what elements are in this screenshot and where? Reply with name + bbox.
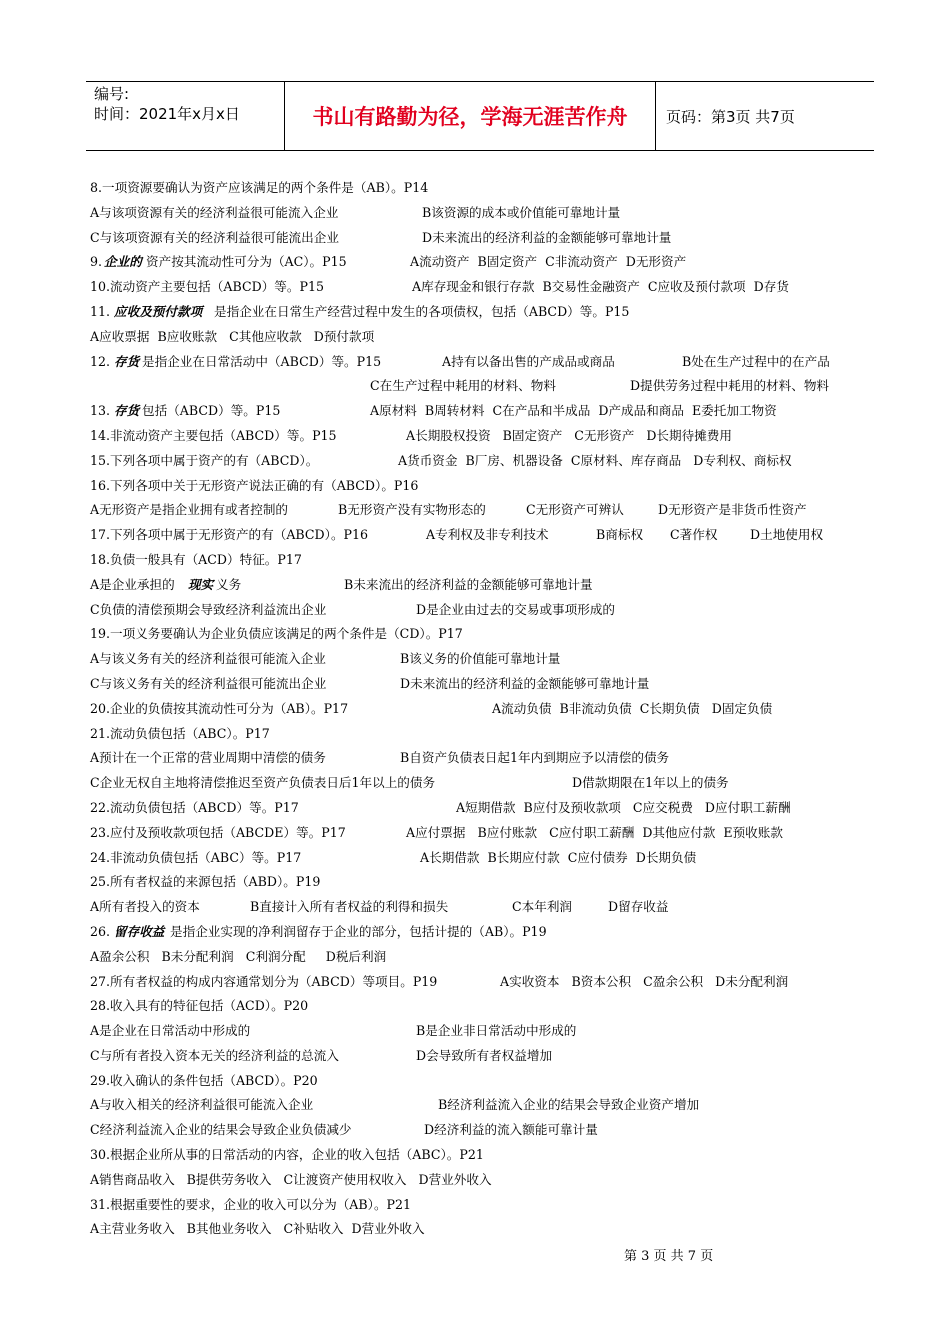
text-line [90, 201, 880, 226]
text-line [90, 970, 880, 995]
text-line [90, 350, 880, 375]
text-line [90, 622, 880, 647]
text-segment: A是企业在日常活动中形成的 [90, 1023, 251, 1039]
header-page-label: 页码：第3页 共7页 [666, 107, 795, 126]
text-line [90, 746, 880, 771]
motto: 书山有路勤为径，学海无涯苦作舟 [284, 82, 656, 150]
text-segment: A与该项资源有关的经济利益很可能流入企业 [90, 204, 339, 220]
text-line [90, 1217, 880, 1242]
text-segment: C在生产过程中耗用的材料、物料 [370, 378, 556, 394]
text-line [90, 945, 880, 970]
text-segment: 30.根据企业所从事的日常活动的内容，企业的收入包括（ABC）。P21 [90, 1147, 484, 1163]
text-segment: D经济利益的流入额能可靠计量 [424, 1122, 598, 1138]
text-segment: C企业无权自主地将清偿推迟至资产负债表日后1年以上的债务 [90, 775, 436, 791]
text-line [90, 1044, 880, 1069]
text-segment: 20.企业的负债按其流动性可分为（AB）。P17 [90, 700, 349, 716]
text-segment: A与该义务有关的经济利益很可能流入企业 [90, 651, 326, 667]
text-segment: 是指企业在日常生产经营过程中发生的各项债权，包括（ABCD）等。P15 [214, 303, 630, 319]
text-segment: 10.流动资产主要包括（ABCD）等。P15 [90, 279, 324, 295]
text-segment: A应付票据 B应付账款 C应付职工薪酬 D其他应付款 E预收账款 [406, 824, 783, 840]
text-segment: A持有以备出售的产成品或商品 [442, 353, 615, 369]
text-segment: 15.下列各项中属于资产的有（ABCD）。 [90, 452, 319, 468]
text-segment: 16.下列各项中关于无形资产说法正确的有（ABCD）。P16 [90, 477, 419, 493]
text-segment: B该义务的价值能可靠地计量 [400, 651, 561, 667]
text-segment: C本年利润 [512, 899, 573, 915]
text-segment: D无形资产是非货币性资产 [658, 502, 807, 518]
serial-label: 编号: [94, 85, 130, 103]
emphasized-term: 应收及预付款项 [114, 303, 203, 319]
text-segment: 26. [90, 923, 111, 939]
text-line [90, 796, 880, 821]
text-line [90, 920, 880, 945]
text-line [90, 176, 880, 201]
text-segment: A流动负债 B非流动负债 C长期负债 D固定负债 [492, 700, 773, 716]
text-segment: 18.负债一般具有（ACD）特征。P17 [90, 551, 302, 567]
text-segment: B经济利益流入企业的结果会导致企业资产增加 [438, 1097, 700, 1113]
text-segment: D留存收益 [608, 899, 669, 915]
text-segment: C与所有者投入资本无关的经济利益的总流入 [90, 1047, 339, 1063]
text-segment: 是指企业在日常活动中（ABCD）等。P15 [142, 353, 382, 369]
text-line [90, 672, 880, 697]
text-line [90, 846, 880, 871]
text-segment: A预计在一个正常的营业周期中清偿的债务 [90, 750, 326, 766]
text-segment: C与该义务有关的经济利益很可能流出企业 [90, 675, 327, 691]
text-segment: 28.收入具有的特征包括（ACD）。P20 [90, 998, 309, 1014]
text-line [90, 325, 880, 350]
text-line [90, 374, 880, 399]
time-label: 时间：2021年x月x日 [94, 105, 240, 123]
text-line [90, 275, 880, 300]
text-segment: D土地使用权 [750, 527, 824, 543]
text-segment: 11. [90, 303, 111, 319]
text-segment: D借款期限在1年以上的债务 [572, 775, 729, 791]
text-segment: 资产按其流动性可分为（AC）。P15 [146, 254, 347, 270]
text-segment: 义务 [216, 576, 242, 592]
emphasized-term: 存货 [114, 403, 140, 419]
text-line [90, 1069, 880, 1094]
text-segment: A无形资产是指企业拥有或者控制的 [90, 502, 289, 518]
text-segment: A短期借款 B应付及预收款项 C应交税费 D应付职工薪酬 [456, 799, 791, 815]
text-segment: A应收票据 B应收账款 C其他应收款 D预付款项 [90, 328, 375, 344]
text-line [90, 573, 880, 598]
text-segment: B直接计入所有者权益的利得和损失 [250, 899, 449, 915]
emphasized-term: 现实 [188, 576, 214, 592]
text-line [90, 722, 880, 747]
text-segment: B是企业非日常活动中形成的 [416, 1023, 577, 1039]
text-segment: C经济利益流入企业的结果会导致企业负债减少 [90, 1122, 352, 1138]
text-segment: C与该项资源有关的经济利益很可能流出企业 [90, 229, 339, 245]
text-segment: 13. [90, 403, 111, 419]
text-line [90, 821, 880, 846]
text-line [90, 474, 880, 499]
text-segment: A是企业承担的 [90, 576, 175, 592]
text-segment: 23.应付及预收款项包括（ABCDE）等。P17 [90, 824, 346, 840]
text-segment: 8.一项资源要确认为资产应该满足的两个条件是（AB）。P14 [90, 180, 429, 195]
text-line [90, 895, 880, 920]
text-line [90, 498, 880, 523]
emphasized-term: 存货 [114, 353, 140, 369]
text-segment: C著作权 [670, 527, 718, 543]
text-segment: B无形资产没有实物形态的 [338, 502, 486, 518]
text-line [90, 250, 880, 275]
text-line [90, 424, 880, 449]
text-segment: B处在生产过程中的在产品 [682, 353, 830, 369]
text-segment: 是指企业实现的净利润留存于企业的部分，包括计提的（AB）。P19 [170, 923, 547, 939]
text-segment: 25.所有者权益的来源包括（ABD）。P19 [90, 874, 321, 890]
emphasized-term: 留存收益 [114, 923, 165, 939]
text-segment: A盈余公积 B未分配利润 C利润分配 D税后利润 [90, 948, 387, 964]
text-segment: 24.非流动负债包括（ABC）等。P17 [90, 849, 302, 865]
text-segment: A主营业务收入 B其他业务收入 C补贴收入 D营业外收入 [90, 1221, 425, 1237]
page-header [86, 81, 874, 151]
text-segment: B商标权 [596, 527, 644, 543]
header-left [86, 82, 284, 150]
text-segment: A所有者投入的资本 [90, 899, 200, 915]
text-segment: 21.流动负债包括（ABC）。P17 [90, 725, 270, 741]
text-line [90, 870, 880, 895]
text-segment: 9. [90, 254, 103, 270]
emphasized-term: 企业的 [104, 254, 142, 270]
text-segment: B自资产负债表日起1年内到期应予以清偿的债务 [400, 750, 670, 766]
text-line [90, 1093, 880, 1118]
text-line [90, 449, 880, 474]
text-segment: C无形资产可辨认 [526, 502, 624, 518]
text-line [90, 1118, 880, 1143]
text-line [90, 771, 880, 796]
text-segment: A货币资金 B厂房、机器设备 C原材料、库存商品 D专利权、商标权 [398, 452, 792, 468]
document-body [90, 176, 880, 1242]
text-segment: 22.流动负债包括（ABCD）等。P17 [90, 799, 299, 815]
text-line [90, 226, 880, 251]
text-line [90, 994, 880, 1019]
text-segment: A专利权及非专利技术 [426, 527, 549, 543]
text-segment: A长期股权投资 B固定资产 C无形资产 D长期待摊费用 [406, 427, 732, 443]
text-line [90, 1143, 880, 1168]
text-segment: D未来流出的经济利益的金额能够可靠地计量 [422, 229, 672, 245]
text-line [90, 300, 880, 325]
text-segment: B未来流出的经济利益的金额能够可靠地计量 [344, 576, 593, 592]
text-segment: A与收入相关的经济利益很可能流入企业 [90, 1097, 314, 1113]
text-segment: C负债的清偿预期会导致经济利益流出企业 [90, 601, 327, 617]
text-line [90, 697, 880, 722]
text-segment: A流动资产 B固定资产 C非流动资产 D无形资产 [410, 254, 687, 270]
text-segment: 17.下列各项中属于无形资产的有（ABCD）。P16 [90, 527, 369, 543]
text-segment: D提供劳务过程中耗用的材料、物料 [630, 378, 830, 394]
text-line [90, 1019, 880, 1044]
text-segment: A长期借款 B长期应付款 C应付债券 D长期负债 [420, 849, 697, 865]
text-line [90, 598, 880, 623]
text-segment: D会导致所有者权益增加 [416, 1047, 553, 1063]
text-segment: 27.所有者权益的构成内容通常划分为（ABCD）等项目。P19 [90, 973, 438, 989]
text-line [90, 1193, 880, 1218]
text-segment: B该资源的成本或价值能可靠地计量 [422, 204, 621, 220]
text-segment: 31.根据重要性的要求，企业的收入可以分为（AB）。P21 [90, 1196, 412, 1212]
page-footer: 第 3 页 共 7 页 [624, 1249, 714, 1264]
text-segment: A销售商品收入 B提供劳务收入 C让渡资产使用权收入 D营业外收入 [90, 1171, 492, 1187]
text-segment: 19.一项义务要确认为企业负债应该满足的两个条件是（CD）。P17 [90, 626, 463, 642]
text-segment: D未来流出的经济利益的金额能够可靠地计量 [400, 675, 650, 691]
text-line [90, 523, 880, 548]
text-line [90, 1168, 880, 1193]
text-segment: 12. [90, 353, 111, 369]
text-segment: D是企业由过去的交易或事项形成的 [416, 601, 616, 617]
text-segment: 29.收入确认的条件包括（ABCD）。P20 [90, 1072, 318, 1088]
text-line [90, 399, 880, 424]
text-segment: 包括（ABCD）等。P15 [142, 403, 281, 419]
text-segment: 14.非流动资产主要包括（ABCD）等。P15 [90, 427, 337, 443]
text-segment: A原材料 B周转材料 C在产品和半成品 D产成品和商品 E委托加工物资 [370, 403, 777, 419]
text-line [90, 647, 880, 672]
text-line [90, 548, 880, 573]
text-segment: A库存现金和银行存款 B交易性金融资产 C应收及预付款项 D存货 [412, 279, 789, 295]
text-segment: A实收资本 B资本公积 C盈余公积 D未分配利润 [500, 973, 789, 989]
